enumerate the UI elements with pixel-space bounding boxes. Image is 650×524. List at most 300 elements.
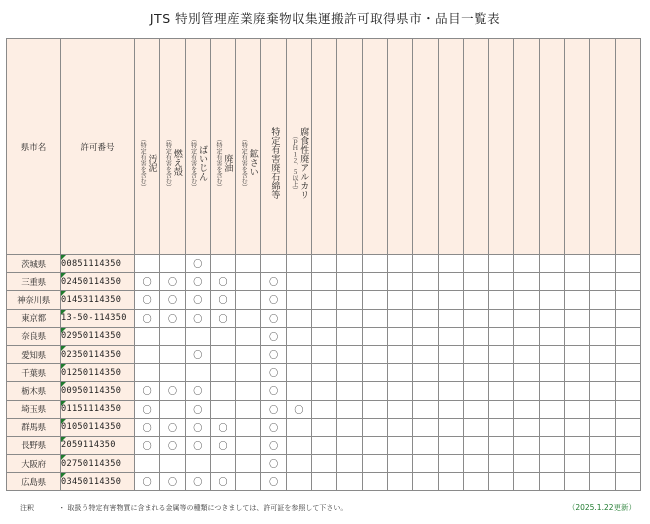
permit-mark: 〇 [210,309,235,327]
empty-cell [312,455,337,473]
empty-cell [463,273,488,291]
updated-date: （2025.1.22更新） [567,503,636,512]
permit-mark: 〇 [261,345,286,363]
empty-cell [539,273,564,291]
empty-cell [337,345,362,363]
empty-cell [438,473,463,491]
permit-mark: 〇 [135,291,160,309]
empty-cell [615,255,640,273]
empty-cell [463,418,488,436]
empty-cell [413,345,438,363]
empty-cell [413,364,438,382]
table-row [7,382,641,400]
category-label: 燃え殻 [171,149,182,176]
permit-mark: 〇 [261,364,286,382]
table-row [7,400,641,418]
empty-cell [615,382,640,400]
empty-cell [236,327,261,345]
empty-cell [489,255,514,273]
empty-cell [286,345,311,363]
empty-cell [185,364,210,382]
permit-mark: 〇 [261,327,286,345]
empty-cell [413,291,438,309]
empty-cell [565,455,590,473]
permit-mark: 〇 [210,418,235,436]
empty-cell [236,291,261,309]
empty-cell [438,455,463,473]
empty-cell [615,291,640,309]
empty-cell [387,418,412,436]
permit-mark: 〇 [261,473,286,491]
empty-cell [615,364,640,382]
empty-cell [387,309,412,327]
category-sublabel: （特定有害を含む） [139,135,147,190]
empty-cell [362,364,387,382]
empty-cell [438,364,463,382]
category-sublabel: （特定有害を含む） [214,135,222,190]
empty-cell [387,473,412,491]
header-empty [514,39,539,255]
empty-cell [413,255,438,273]
permit-mark: 〇 [261,273,286,291]
table-row [7,309,641,327]
empty-cell [210,382,235,400]
table-row [7,291,641,309]
category-sublabel: （特定有害を含む） [240,135,248,190]
empty-cell [514,455,539,473]
empty-cell [312,345,337,363]
empty-cell [489,418,514,436]
category-label: 腐食性廃アルカリ [298,126,309,199]
empty-cell [312,364,337,382]
empty-cell [387,382,412,400]
empty-cell [236,455,261,473]
table-row [7,473,641,491]
empty-cell [438,255,463,273]
page-title: JTS 特別管理産業廃棄物収集運搬許可取得県市・品目一覧表 [149,11,501,26]
empty-cell [337,255,362,273]
empty-cell [615,345,640,363]
empty-cell [514,436,539,454]
empty-cell [514,473,539,491]
empty-cell [514,255,539,273]
empty-cell [565,273,590,291]
empty-cell [337,436,362,454]
note-text: ・ 取扱う特定有害物質に含まれる金属等の種類につきましては、許可証を参照して下さい。 [58,504,348,512]
empty-cell [210,400,235,418]
header-category [261,39,286,255]
empty-cell [286,473,311,491]
empty-cell [387,364,412,382]
header-category [135,39,160,255]
empty-cell [539,382,564,400]
empty-cell [413,418,438,436]
empty-cell [387,255,412,273]
empty-cell [565,255,590,273]
permit-mark: 〇 [210,273,235,291]
empty-cell [210,255,235,273]
empty-cell [312,255,337,273]
note-label: 注釈 [20,504,34,512]
permit-mark: 〇 [135,418,160,436]
header-license: 許可番号 [61,39,135,255]
prefecture-cell: 広島県 [7,473,61,491]
empty-cell [615,327,640,345]
empty-cell [590,309,615,327]
empty-cell [185,455,210,473]
empty-cell [210,364,235,382]
empty-cell [539,291,564,309]
empty-cell [261,255,286,273]
empty-cell [286,418,311,436]
category-sublabel: （ｐＨ１２．５以上） [290,132,298,193]
empty-cell [236,400,261,418]
permit-mark: 〇 [261,418,286,436]
permit-mark: 〇 [210,473,235,491]
empty-cell [160,327,185,345]
empty-cell [362,418,387,436]
empty-cell [337,327,362,345]
permit-mark: 〇 [160,309,185,327]
category-sublabel: （特定有害を含む） [164,135,172,190]
empty-cell [539,473,564,491]
empty-cell [590,400,615,418]
header-category [160,39,185,255]
empty-cell [387,291,412,309]
empty-cell [489,382,514,400]
empty-cell [286,291,311,309]
header-empty [565,39,590,255]
empty-cell [387,327,412,345]
permit-mark: 〇 [185,436,210,454]
empty-cell [312,309,337,327]
empty-cell [362,473,387,491]
prefecture-cell: 埼玉県 [7,400,61,418]
table-row [7,436,641,454]
prefecture-cell: 栃木県 [7,382,61,400]
empty-cell [312,327,337,345]
license-cell: 01250114350 [61,364,135,382]
category-label: 汚泥 [146,153,157,172]
license-cell: 00851114350 [61,255,135,273]
empty-cell [185,327,210,345]
prefecture-cell: 愛知県 [7,345,61,363]
empty-cell [539,309,564,327]
empty-cell [539,345,564,363]
permit-mark: 〇 [185,473,210,491]
category-label: 特定有害廃石綿等 [269,126,280,199]
empty-cell [463,400,488,418]
prefecture-cell: 大阪府 [7,455,61,473]
empty-cell [489,345,514,363]
permit-mark: 〇 [185,418,210,436]
empty-cell [135,364,160,382]
empty-cell [286,436,311,454]
empty-cell [489,327,514,345]
empty-cell [236,473,261,491]
empty-cell [565,418,590,436]
header-empty [590,39,615,255]
license-cell: 13-50-114350 [61,309,135,327]
empty-cell [514,364,539,382]
empty-cell [413,273,438,291]
footer-note [20,503,347,513]
empty-cell [590,382,615,400]
permit-mark: 〇 [160,436,185,454]
empty-cell [438,400,463,418]
permit-mark: 〇 [261,436,286,454]
permit-mark: 〇 [210,436,235,454]
empty-cell [463,436,488,454]
empty-cell [489,400,514,418]
empty-cell [236,364,261,382]
empty-cell [413,309,438,327]
empty-cell [590,291,615,309]
empty-cell [135,327,160,345]
empty-cell [489,291,514,309]
header-category [185,39,210,255]
table-row [7,364,641,382]
permit-mark: 〇 [160,418,185,436]
prefecture-cell: 長野県 [7,436,61,454]
permit-mark: 〇 [286,400,311,418]
empty-cell [489,364,514,382]
empty-cell [135,455,160,473]
empty-cell [590,436,615,454]
empty-cell [565,382,590,400]
empty-cell [590,364,615,382]
empty-cell [438,309,463,327]
empty-cell [337,291,362,309]
empty-cell [362,455,387,473]
category-label: ばいじん [197,144,208,181]
header-empty [539,39,564,255]
empty-cell [438,291,463,309]
prefecture-cell: 茨城県 [7,255,61,273]
permit-mark: 〇 [135,436,160,454]
empty-cell [236,273,261,291]
empty-cell [539,418,564,436]
empty-cell [438,273,463,291]
prefecture-cell: 三重県 [7,273,61,291]
prefecture-cell: 千葉県 [7,364,61,382]
empty-cell [312,473,337,491]
empty-cell [312,436,337,454]
empty-cell [590,273,615,291]
permit-mark: 〇 [185,273,210,291]
empty-cell [463,455,488,473]
category-label: 廃油 [222,153,233,172]
empty-cell [615,273,640,291]
empty-cell [514,291,539,309]
empty-cell [565,309,590,327]
permit-mark: 〇 [160,273,185,291]
empty-cell [312,291,337,309]
empty-cell [362,291,387,309]
empty-cell [590,255,615,273]
table-header-row [7,39,641,255]
empty-cell [210,455,235,473]
permit-mark: 〇 [185,345,210,363]
empty-cell [337,364,362,382]
empty-cell [514,309,539,327]
empty-cell [463,364,488,382]
empty-cell [489,473,514,491]
empty-cell [387,400,412,418]
empty-cell [312,382,337,400]
empty-cell [286,455,311,473]
empty-cell [286,309,311,327]
license-cell: 02750114350 [61,455,135,473]
empty-cell [565,291,590,309]
empty-cell [489,273,514,291]
header-category [210,39,235,255]
prefecture-cell: 東京都 [7,309,61,327]
empty-cell [590,327,615,345]
license-cell: 01453114350 [61,291,135,309]
empty-cell [565,473,590,491]
empty-cell [286,255,311,273]
permit-mark: 〇 [135,400,160,418]
empty-cell [413,455,438,473]
empty-cell [413,400,438,418]
empty-cell [463,327,488,345]
permit-mark: 〇 [160,291,185,309]
empty-cell [312,418,337,436]
empty-cell [615,436,640,454]
prefecture-cell: 群馬県 [7,418,61,436]
empty-cell [362,400,387,418]
empty-cell [514,345,539,363]
empty-cell [615,309,640,327]
header-empty [312,39,337,255]
header-empty [615,39,640,255]
empty-cell [286,382,311,400]
empty-cell [565,345,590,363]
empty-cell [160,455,185,473]
empty-cell [489,455,514,473]
permit-mark: 〇 [160,473,185,491]
empty-cell [236,345,261,363]
empty-cell [387,345,412,363]
empty-cell [160,255,185,273]
empty-cell [489,309,514,327]
empty-cell [286,327,311,345]
empty-cell [539,255,564,273]
empty-cell [362,309,387,327]
license-cell: 02950114350 [61,327,135,345]
empty-cell [135,345,160,363]
empty-cell [590,345,615,363]
permit-mark: 〇 [261,400,286,418]
empty-cell [160,400,185,418]
empty-cell [514,327,539,345]
empty-cell [286,273,311,291]
header-empty [362,39,387,255]
empty-cell [337,473,362,491]
permit-mark: 〇 [261,309,286,327]
table-row [7,418,641,436]
header-empty [489,39,514,255]
permit-mark: 〇 [261,382,286,400]
empty-cell [413,473,438,491]
license-cell: 03450114350 [61,473,135,491]
empty-cell [135,255,160,273]
permit-mark: 〇 [185,382,210,400]
permit-mark: 〇 [210,291,235,309]
empty-cell [514,273,539,291]
empty-cell [160,345,185,363]
empty-cell [539,364,564,382]
empty-cell [387,273,412,291]
empty-cell [565,364,590,382]
empty-cell [337,309,362,327]
empty-cell [362,273,387,291]
empty-cell [463,473,488,491]
empty-cell [362,345,387,363]
permit-mark: 〇 [185,291,210,309]
empty-cell [463,291,488,309]
empty-cell [590,455,615,473]
empty-cell [463,382,488,400]
empty-cell [590,418,615,436]
empty-cell [539,436,564,454]
empty-cell [312,400,337,418]
license-cell: 00950114350 [61,382,135,400]
empty-cell [565,400,590,418]
category-label: 鉱さい [247,149,258,176]
empty-cell [463,309,488,327]
empty-cell [514,382,539,400]
empty-cell [539,400,564,418]
permit-mark: 〇 [185,400,210,418]
empty-cell [514,418,539,436]
empty-cell [337,455,362,473]
permit-mark: 〇 [261,455,286,473]
empty-cell [236,382,261,400]
header-empty [387,39,412,255]
empty-cell [286,364,311,382]
permit-mark: 〇 [160,382,185,400]
empty-cell [438,345,463,363]
header-empty [413,39,438,255]
empty-cell [312,273,337,291]
permit-mark: 〇 [185,309,210,327]
empty-cell [438,436,463,454]
category-sublabel: （特定有害を含む） [189,135,197,190]
empty-cell [387,455,412,473]
empty-cell [362,382,387,400]
header-category [236,39,261,255]
empty-cell [615,400,640,418]
header-pref: 県市名 [7,39,61,255]
empty-cell [615,455,640,473]
empty-cell [160,364,185,382]
prefecture-cell: 神奈川県 [7,291,61,309]
table-row [7,255,641,273]
permit-mark: 〇 [185,255,210,273]
table-row [7,455,641,473]
permit-mark: 〇 [135,273,160,291]
empty-cell [210,327,235,345]
empty-cell [438,327,463,345]
empty-cell [337,418,362,436]
empty-cell [539,455,564,473]
table-row [7,345,641,363]
empty-cell [539,327,564,345]
empty-cell [438,382,463,400]
table-row [7,273,641,291]
